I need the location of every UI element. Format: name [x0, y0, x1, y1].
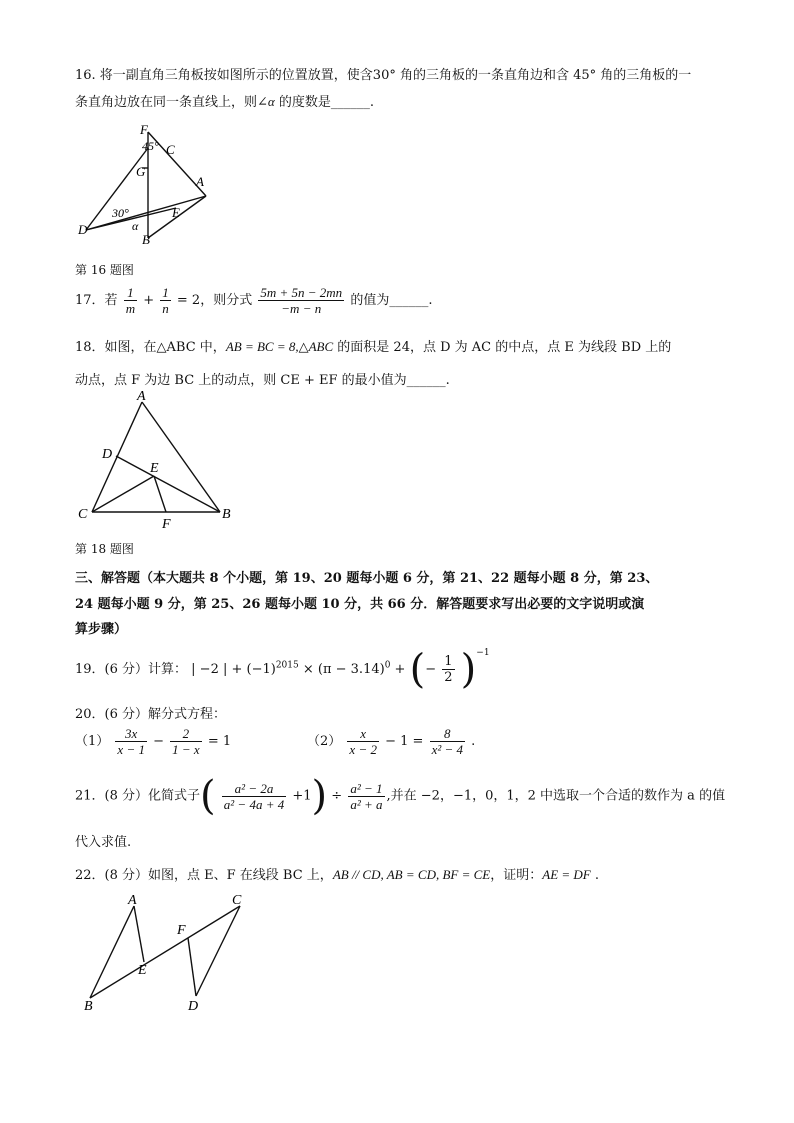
q22-label-A: A [128, 893, 137, 908]
q16-label-C: C [166, 142, 175, 157]
q17: 17．若 $\frac{1}{m}$ + $\frac{1}{n}$ = 2，则分式 $\frac{5m + 5n - 2mn}{-m - n}$ 的值为______. [75, 285, 433, 316]
q22-label-C: C [232, 893, 242, 908]
q16-label-D: D [78, 222, 88, 237]
q16-label-F: F [140, 122, 148, 137]
q20-part2: （2） $\frac{x}{x - 2}$ − 1 = $\frac{8}{\text{x² − 4}}$ . [307, 726, 476, 757]
q18-label-A: A [137, 390, 146, 404]
section3-line3: 算步骤） [75, 622, 128, 637]
q16-label-B: B [142, 232, 150, 247]
q21-line2: 代入求值. [75, 835, 132, 850]
q20-title: 20．(6 分）解分式方程： [75, 707, 227, 722]
q22-label-B: B [84, 999, 93, 1014]
q18-label-F: F [162, 517, 171, 532]
q16-line2: 条直角边放在同一条直线上，则∠α 的度数是______. [75, 94, 374, 110]
q16-figure [76, 120, 221, 250]
q16-angle30: 30° [112, 206, 129, 220]
q22-label-D: D [188, 999, 199, 1014]
q22-label-F: F [177, 923, 186, 938]
q16-label-alpha: α [132, 219, 139, 233]
q16-label-A: A [196, 174, 204, 189]
q19: 19．(6 分）计算： | −2 | + $(-1)^{2015} \times (\pi - 3.14)^0$ + (− $\frac{1}{2}$ )$^{-1}$ [75, 646, 490, 693]
q22: 22．(8 分）如图，点 E、F 在线段 BC 上，AB // CD, AB = CD, BF = CE，证明：AE = DF . [75, 867, 599, 883]
q18-label-C: C [78, 507, 88, 522]
q18-label-D: D [102, 447, 113, 462]
q16-angle45: 45° [142, 139, 159, 153]
section3-line1: 三、解答题（本大题共 8 个小题，第 19、20 题每小题 6 分，第 21、22 题每小题 8 分，第 23、 [75, 571, 659, 586]
q18-label-E: E [150, 461, 159, 476]
q16-label-G: G [136, 164, 146, 179]
q16-line1: 16. 将一副直角三角板按如图所示的位置放置，使含30° 角的三角板的一条直角边和含 45° 角的三角板的一 [75, 68, 692, 83]
q18-label-B: B [222, 507, 231, 522]
q16-label-E: E [172, 205, 180, 220]
q18-figure [74, 390, 244, 532]
q22-label-E: E [138, 963, 147, 978]
q18-caption: 第 18 题图 [75, 542, 134, 556]
q18-line1: 18．如图，在△ABC 中，AB = BC = 8,△ABC 的面积是 24，点 D 为 AC 的中点，点 E 为线段 BD 上的 [75, 339, 672, 355]
q16-caption: 第 16 题图 [75, 263, 134, 277]
q22-figure [76, 892, 261, 1017]
section3-line2: 24 题每小题 9 分，第 25、26 题每小题 10 分，共 66 分．解答题要求写出必要的文字说明或演 [75, 597, 645, 612]
q20-part1: （1） $\frac{3x}{x - 1}$ − $\frac{2}{1 - x}$ = 1 [75, 726, 232, 757]
q21: 21．(8 分）化简式子( $\frac{\text{a² − 2a}}{\text{a² − 4a + 4}}$ +1) ÷ $\frac{\text{a² − 1}}{\text{a² + a}}$ ,并在 −2，−1，0，1，2 中选取一个合适的数作为 a 的值 [75, 773, 726, 819]
q18-line2: 动点，点 F 为边 BC 上的动点，则 CE + EF 的最小值为______. [75, 373, 450, 388]
